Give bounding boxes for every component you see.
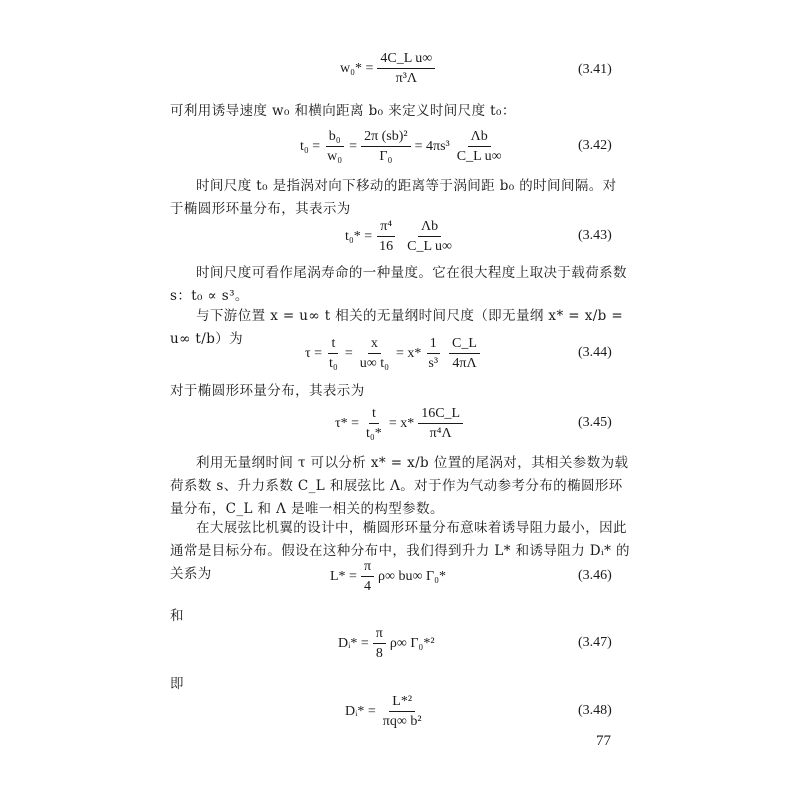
equation-number: (3.48) (578, 703, 612, 718)
fraction (404, 218, 455, 255)
equation-3-43 (345, 218, 459, 255)
fraction-numerator: 4C_L u∞ (377, 50, 435, 69)
fraction-numerator: x (368, 335, 381, 354)
eq-lhs: t₀* = (345, 228, 373, 244)
fraction (361, 558, 374, 595)
fraction-numerator: b₀ (326, 128, 344, 147)
eq-term: ρ∞ bu∞ Γ₀* (378, 568, 446, 584)
eq-operator: = 4πs³ (414, 138, 450, 154)
eq-lhs: τ = (305, 345, 323, 361)
paragraph: 对于椭圆形环量分布，其表示为 (170, 383, 365, 399)
equation-3-48 (345, 693, 429, 730)
fraction-denominator: t₀ (329, 356, 338, 371)
paragraph: 在大展弦比机翼的设计中，椭圆形环量分布意味着诱导阻力最小，因此通常是目标分布。假设在这种分布中，我们得到升力 L* 和诱导阻力 Dᵢ* 的关系为 (170, 520, 630, 582)
fraction-numerator: C_L (449, 335, 480, 354)
fraction-denominator: π⁴Λ (429, 426, 452, 441)
conjunction-and: 和 (170, 608, 184, 624)
fraction-numerator: Λb (468, 128, 491, 147)
equation-number: (3.41) (578, 62, 612, 77)
fraction-numerator: π (361, 558, 374, 577)
equation-3-41 (340, 50, 439, 87)
eq-lhs: t₀ = (300, 138, 321, 154)
eq-term: ρ∞ Γ₀*² (389, 635, 435, 651)
equation-number: (3.42) (578, 138, 612, 153)
equation-3-46 (330, 558, 446, 595)
fraction (357, 335, 392, 372)
fraction-denominator: t₀* (366, 426, 382, 441)
fraction (361, 128, 411, 165)
eq-operator: = (349, 138, 358, 154)
eq-operator: = (344, 345, 353, 361)
equation-3-42 (300, 128, 509, 165)
fraction-denominator: π³Λ (395, 71, 418, 86)
fraction (418, 405, 463, 442)
eq-lhs: w₀* = (340, 60, 374, 76)
equation-3-47 (338, 625, 435, 662)
fraction-denominator: 4 (363, 579, 371, 594)
eq-operator: = x* (395, 345, 422, 361)
paragraph: 与下游位置 x = u∞ t 相关的无量纲时间尺度（即无量纲 x* = x/b = u∞ t/b）为 (170, 308, 624, 347)
fraction-denominator: Γ₀ (379, 149, 393, 164)
fraction-denominator: s³ (428, 356, 439, 371)
fraction-numerator: π⁴ (377, 218, 395, 237)
fraction-numerator: π (373, 625, 386, 644)
fraction-numerator: 16C_L (418, 405, 463, 424)
fraction (377, 50, 435, 87)
fraction-denominator: w₀ (327, 149, 343, 164)
eq-lhs: L* = (330, 568, 357, 584)
fraction-denominator: πq∞ b² (382, 714, 422, 729)
fraction-denominator: 8 (375, 646, 383, 661)
conjunction-namely: 即 (170, 676, 184, 692)
fraction-numerator: L*² (389, 693, 415, 712)
equation-number: (3.47) (578, 635, 612, 650)
fraction (425, 335, 441, 372)
equation-number: (3.44) (578, 345, 612, 360)
fraction-denominator: C_L u∞ (407, 239, 453, 254)
equation-3-44 (305, 335, 484, 372)
fraction (363, 405, 385, 442)
fraction-denominator: C_L u∞ (456, 149, 502, 164)
fraction (380, 693, 425, 730)
fraction-denominator: 16 (379, 239, 394, 254)
equation-number: (3.45) (578, 415, 612, 430)
fraction-denominator: u∞ t₀ (359, 356, 389, 371)
fraction (454, 128, 505, 165)
fraction-numerator: t (328, 335, 338, 354)
paragraph: 利用无量纲时间 τ 可以分析 x* = x/b 位置的尾涡对，其相关参数为载荷系数 s、升力系数 C_L 和展弦比 Λ。对于作为气动参考分布的椭圆形环量分布，C_L 和 Λ 是唯一相关的构型参数。 (170, 455, 629, 517)
fraction-numerator: 1 (427, 335, 440, 354)
paragraph: 时间尺度 t₀ 是指涡对向下移动的距离等于涡间距 b₀ 的时间间隔。对于椭圆形环量分布，其表示为 (170, 178, 617, 217)
fraction (376, 218, 396, 255)
eq-lhs: τ* = (335, 415, 360, 431)
fraction-numerator: Λb (418, 218, 441, 237)
paragraph: 可利用诱导速度 w₀ 和横向距离 b₀ 来定义时间尺度 t₀： (170, 103, 516, 119)
equation-number: (3.43) (578, 228, 612, 243)
fraction-numerator: t (369, 405, 379, 424)
eq-lhs: Dᵢ* = (338, 635, 369, 651)
fraction (373, 625, 386, 662)
eq-lhs: Dᵢ* = (345, 703, 376, 719)
fraction (326, 335, 341, 372)
fraction-numerator: 2π (sb)² (361, 128, 411, 147)
equation-number: (3.46) (578, 568, 612, 583)
paragraph: 时间尺度可看作尾涡寿命的一种量度。它在很大程度上取决于载荷系数 s：t₀ ∝ s³。 (170, 265, 627, 304)
fraction (449, 335, 480, 372)
eq-operator: = x* (388, 415, 415, 431)
fraction-denominator: 4πΛ (452, 356, 477, 371)
equation-3-45 (335, 405, 467, 442)
page-number: 77 (596, 733, 611, 749)
fraction (324, 128, 345, 165)
